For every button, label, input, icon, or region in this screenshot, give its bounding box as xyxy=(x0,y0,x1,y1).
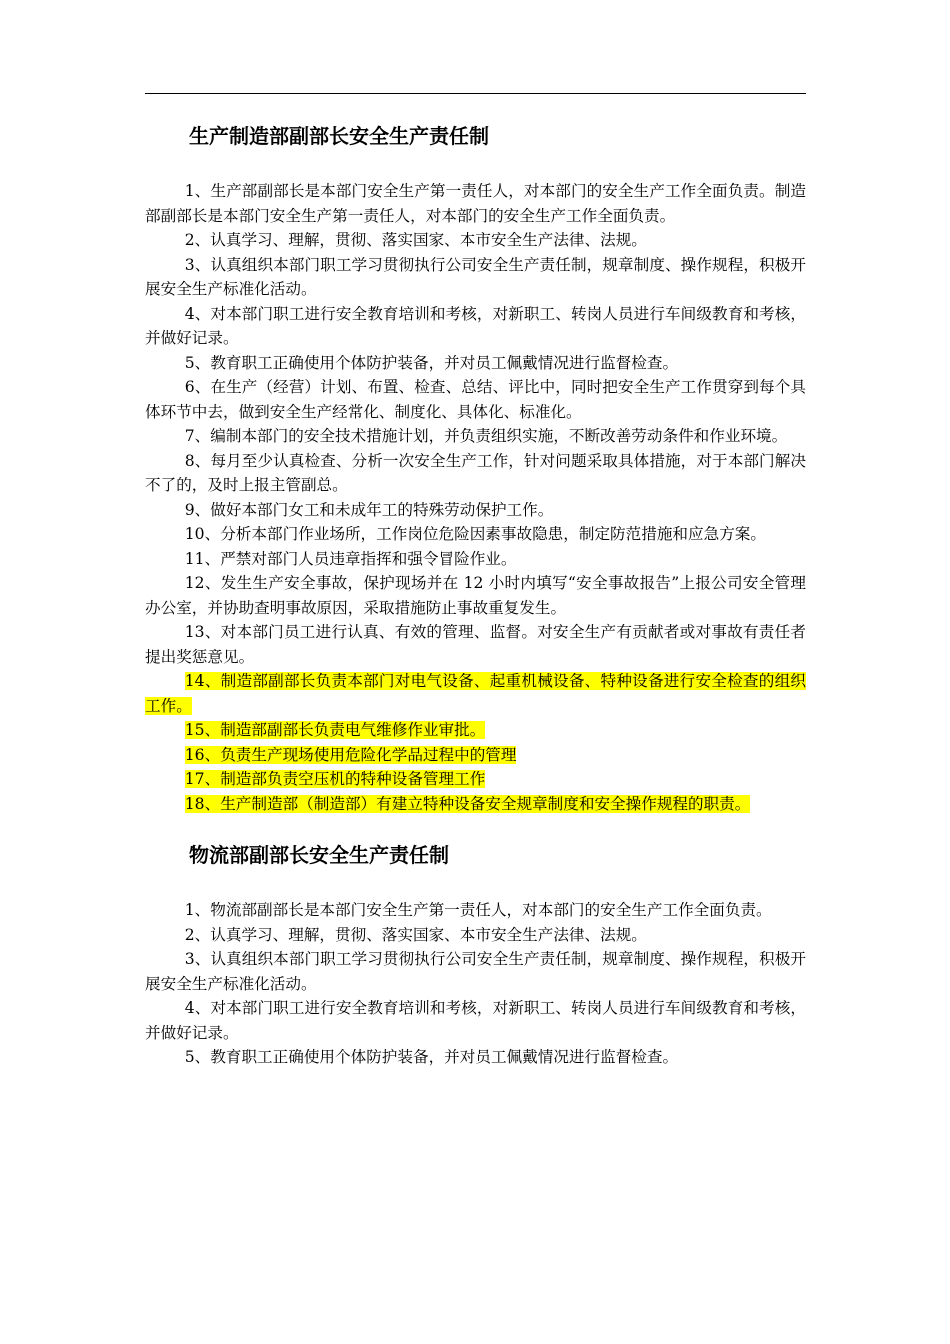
clause-text: 2、认真学习、理解，贯彻、落实国家、本市安全生产法律、法规。 xyxy=(184,231,647,249)
highlighted-clause xyxy=(145,718,806,743)
clause-text: 7、编制本部门的安全技术措施计划，并负责组织实施，不断改善劳动条件和作业环境。 xyxy=(184,427,788,445)
clause xyxy=(145,996,806,1045)
clause xyxy=(145,571,806,620)
clause-text: 6、在生产（经营）计划、布置、检查、总结、评比中，同时把安全生产工作贯穿到每个具体环节中去，做到安全生产经常化、制度化、具体化、标准化。 xyxy=(145,378,806,421)
clause-text: 18、生产制造部（制造部）有建立特种设备安全规章制度和安全操作规程的职责。 xyxy=(184,794,751,813)
clause-text: 11、严禁对部门人员违章指挥和强令冒险作业。 xyxy=(184,549,517,568)
clause xyxy=(145,547,806,572)
highlighted-clause xyxy=(145,743,806,768)
section-title: 物流部副部长安全生产责任制 xyxy=(189,843,449,867)
clause xyxy=(145,947,806,996)
clause xyxy=(145,898,806,923)
clause xyxy=(145,228,806,253)
clause-text: 9、做好本部门女工和未成年工的特殊劳动保护工作。 xyxy=(184,500,554,519)
clause-text: 10、分析本部门作业场所，工作岗位危险因素事故隐患，制定防范措施和应急方案。 xyxy=(184,525,766,543)
clause-text: 12、发生生产安全事故，保护现场并在 12 小时内填写“安全事故报告”上报公司安全管理办公室，并协助查明事故原因，采取措施防止事故重复发生。 xyxy=(145,574,806,617)
clause-text: 2、认真学习、理解，贯彻、落实国家、本市安全生产法律、法规。 xyxy=(184,925,647,944)
clause xyxy=(145,351,806,376)
highlighted-clause xyxy=(145,792,806,817)
clause xyxy=(145,923,806,948)
clause-text: 16、负责生产现场使用危险化学品过程中的管理 xyxy=(184,745,517,764)
clause-text: 1、生产部副部长是本部门安全生产第一责任人，对本部门的安全生产工作全面负责。制造部副部长是本部门安全生产第一责任人，对本部门的安全生产工作全面负责。 xyxy=(145,182,806,225)
clause-text: 14、制造部副部长负责本部门对电气设备、起重机械设备、特种设备进行安全检查的组织工作。 xyxy=(145,672,806,715)
highlighted-clause xyxy=(145,669,806,718)
clause xyxy=(145,620,806,669)
title-spacing xyxy=(145,874,806,898)
clause xyxy=(145,1045,806,1070)
clause-text: 4、对本部门职工进行安全教育培训和考核，对新职工、转岗人员进行车间级教育和考核，并做好记录。 xyxy=(145,999,806,1042)
clause xyxy=(145,449,806,498)
section-title: 生产制造部副部长安全生产责任制 xyxy=(189,124,489,148)
clause-text: 4、对本部门职工进行安全教育培训和考核，对新职工、转岗人员进行车间级教育和考核，并做好记录。 xyxy=(145,304,806,347)
document-body xyxy=(145,117,806,1070)
title-spacing xyxy=(145,155,806,179)
clause xyxy=(145,522,806,547)
clause xyxy=(145,498,806,523)
clause xyxy=(145,253,806,302)
clause-text: 13、对本部门员工进行认真、有效的管理、监督。对安全生产有贡献者或对事故有责任者提出奖惩意见。 xyxy=(145,623,806,666)
clause-text: 3、认真组织本部门职工学习贯彻执行公司安全生产责任制，规章制度、操作规程，积极开展安全生产标准化活动。 xyxy=(145,950,806,993)
clause xyxy=(145,375,806,424)
clause xyxy=(145,424,806,449)
clause xyxy=(145,179,806,228)
section-gap xyxy=(145,816,806,836)
clause-text: 5、教育职工正确使用个体防护装备，并对员工佩戴情况进行监督检查。 xyxy=(184,353,679,372)
clause-text: 5、教育职工正确使用个体防护装备，并对员工佩戴情况进行监督检查。 xyxy=(184,1048,679,1066)
clause-text: 3、认真组织本部门职工学习贯彻执行公司安全生产责任制，规章制度、操作规程，积极开展安全生产标准化活动。 xyxy=(145,255,806,298)
highlighted-clause xyxy=(145,767,806,792)
clause-text: 1、物流部副部长是本部门安全生产第一责任人，对本部门的安全生产工作全面负责。 xyxy=(184,901,772,919)
header-rule xyxy=(145,93,806,94)
clause-text: 15、制造部副部长负责电气维修作业审批。 xyxy=(184,721,486,739)
clause xyxy=(145,302,806,351)
clause-text: 8、每月至少认真检查、分析一次安全生产工作，针对问题采取具体措施，对于本部门解决不了的，及时上报主管副总。 xyxy=(145,451,806,494)
clause-text: 17、制造部负责空压机的特种设备管理工作 xyxy=(184,770,486,788)
